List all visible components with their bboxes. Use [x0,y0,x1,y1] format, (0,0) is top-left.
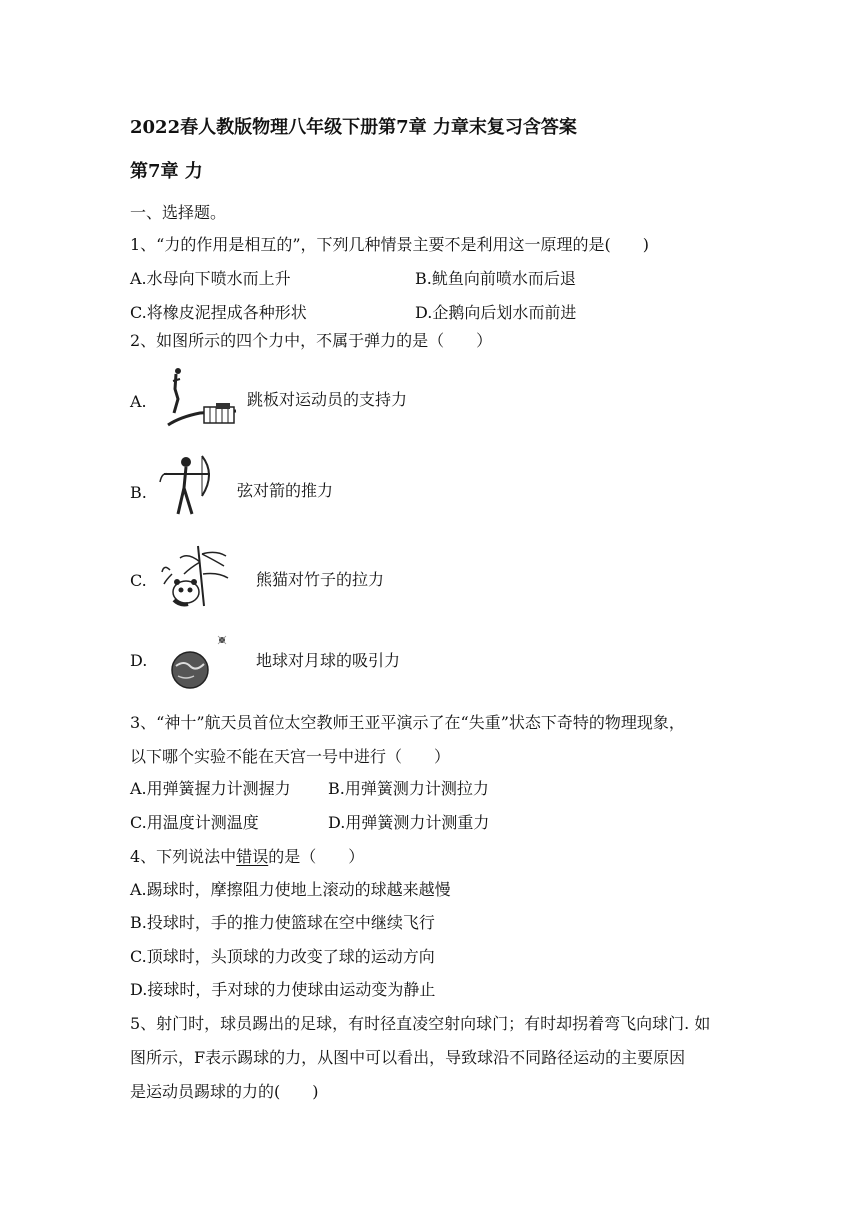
q1-stem: 1、“力的作用是相互的”，下列几种情景主要不是利用这一原理的是( ) [130,235,650,254]
q2-option-d-text: 地球对月球的吸引力 [256,651,401,670]
section-heading: 一、选择题。 [130,203,227,222]
archer-icon [156,452,216,520]
panda-bamboo-icon [160,544,232,610]
q3-option-a: A.用弹簧握力计测握力 [130,779,291,798]
q4-option-d: D.接球时，手对球的力使球由运动变为静止 [130,980,436,999]
q1-option-a: A.水母向下喷水而上升 [130,269,291,288]
q4-stem-pre: 4、下列说法中 [130,847,237,866]
q2-option-d-label: D. [130,651,148,670]
q1-option-b: B.鱿鱼向前喷水而后退 [415,269,576,288]
document-title: 2022春人教版物理八年级下册第7章 力章末复习含答案 [130,117,577,138]
q2-stem: 2、如图所示的四个力中，不属于弹力的是（ ） [130,331,493,350]
q2-option-c-text: 熊猫对竹子的拉力 [256,570,385,589]
q4-option-a: A.踢球时，摩擦阻力使地上滚动的球越来越慢 [130,880,451,899]
q3-option-c: C.用温度计测温度 [130,813,259,832]
q4-option-b: B.投球时，手的推力使篮球在空中继续飞行 [130,913,435,932]
q5-stem-line2: 图所示，F表示踢球的力，从图中可以看出，导致球沿不同路径运动的主要原因 [130,1048,686,1067]
q5-stem-line3: 是运动员踢球的力的( ) [130,1082,319,1101]
q2-option-b-text: 弦对箭的推力 [237,481,334,500]
earth-moon-icon [166,632,232,692]
q2-option-c-label: C. [130,571,147,590]
q4-stem [130,846,364,868]
q4-option-c: C.顶球时，头顶球的力改变了球的运动方向 [130,947,435,966]
q2-option-b-label: B. [130,483,147,502]
q1-option-d: D.企鹅向后划水而前进 [415,303,577,322]
q1-option-c: C.将橡皮泥捏成各种形状 [130,303,307,322]
q3-stem-line1: 3、“神十”航天员首位太空教师王亚平演示了在“失重”状态下奇特的物理现象， [130,713,685,732]
q2-option-a-label: A. [130,392,147,411]
q2-option-a-text: 跳板对运动员的支持力 [247,390,408,409]
q5-stem-line1: 5、射门时，球员踢出的足球，有时径直凌空射向球门；有时却拐着弯飞向球门. 如 [130,1014,711,1033]
q3-option-d: D.用弹簧测力计测重力 [328,813,490,832]
q4-stem-post: 的是（ ） [268,847,365,866]
q3-stem-line2: 以下哪个实验不能在天宫一号中进行（ ） [130,747,451,766]
q3-option-b: B.用弹簧测力计测拉力 [328,779,489,798]
q4-stem-emphasis: 错误 [236,847,269,866]
diving-board-icon [160,367,240,429]
chapter-heading: 第7章 力 [130,161,203,182]
